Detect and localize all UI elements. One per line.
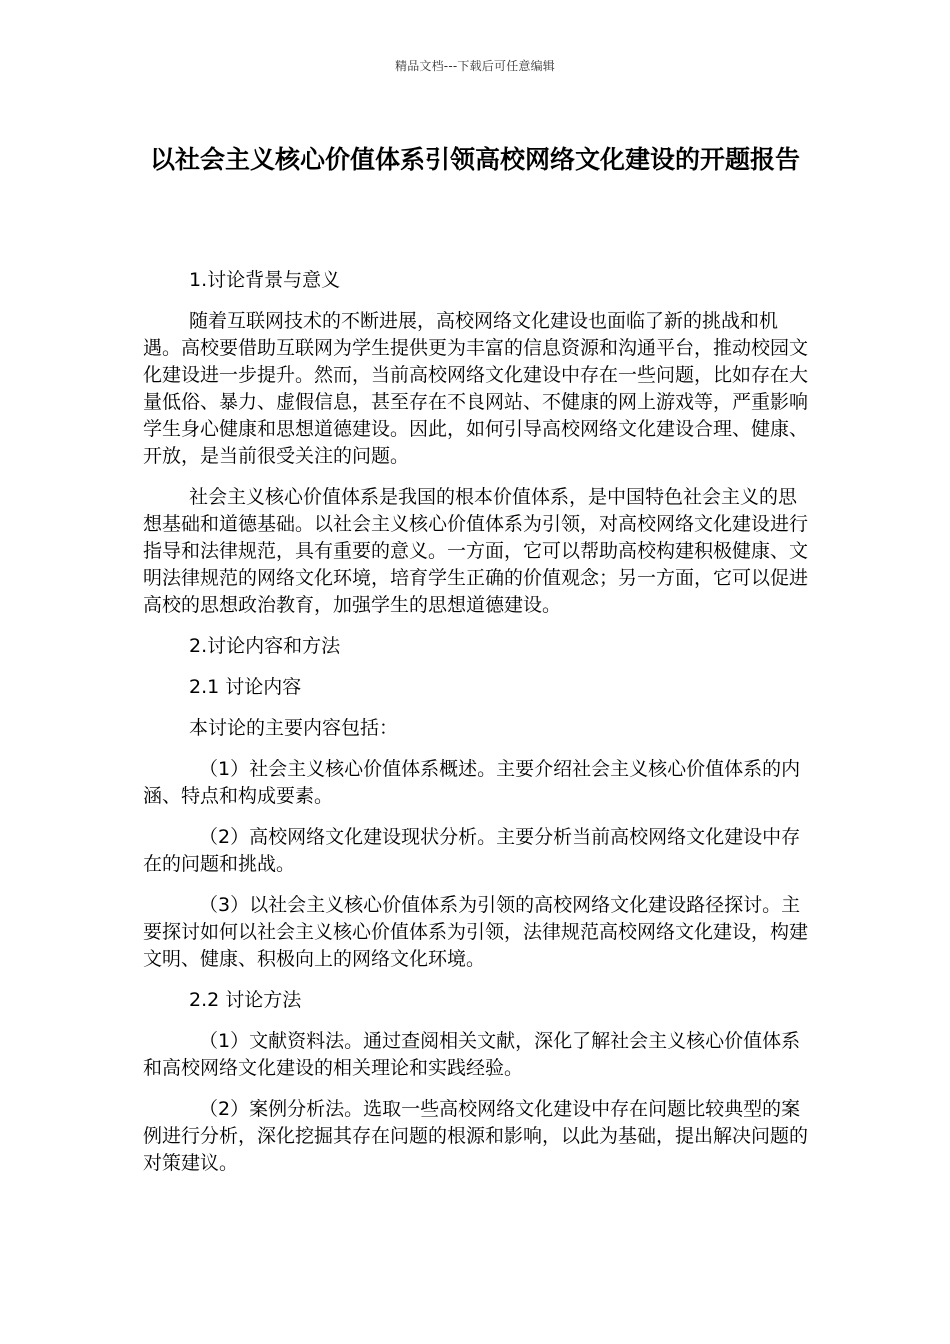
document-title: 以社会主义核心价值体系引领高校网络文化建设的开题报告 (149, 145, 800, 174)
content-intro: 本讨论的主要内容包括： (189, 717, 399, 739)
section-heading-background: 1.讨论背景与意义 (189, 269, 341, 291)
paragraph-core-values: 社会主义核心价值体系是我国的根本价值体系，是中国特色社会主义的思想基础和道德基础。以社会主义核心价值体系为引领，对高校网络文化建设进行指导和法律规范，具有重要的意义。一方面，它可以帮助高校构建积极健康、文明法律规范的网络文化环境，培育学生正确的价值观念；另一方面，它可以促进高校的思想政治教育，加强学生的思想道德建设。 (143, 486, 809, 616)
document-body (143, 267, 815, 1191)
content-item-2: （2）高校网络文化建设现状分析。主要分析当前高校网络文化建设中存在的问题和挑战。 (143, 826, 801, 875)
method-item-1: （1）文献资料法。通过查阅相关文献，深化了解社会主义核心价值体系和高校网络文化建设的相关理论和实践经验。 (143, 1030, 801, 1079)
content-item-3: （3）以社会主义核心价值体系为引领的高校网络文化建设路径探讨。主要探讨如何以社会主义核心价值体系为引领，法律规范高校网络文化建设，构建文明、健康、积极向上的网络文化环境。 (143, 894, 809, 970)
header-note: 精品文档---下载后可任意编辑 (395, 59, 555, 73)
method-item-2: （2）案例分析法。选取一些高校网络文化建设中存在问题比较典型的案例进行分析，深化挖掘其存在问题的根源和影响，以此为基础，提出解决问题的对策建议。 (143, 1098, 809, 1174)
subsection-heading-method: 2.2 讨论方法 (189, 989, 302, 1011)
content-item-1: （1）社会主义核心价值体系概述。主要介绍社会主义核心价值体系的内涵、特点和构成要素。 (143, 758, 801, 807)
paragraph-background: 随着互联网技术的不断进展，高校网络文化建设也面临了新的挑战和机遇。高校要借助互联网为学生提供更为丰富的信息资源和沟通平台，推动校园文化建设进一步提升。然而，当前高校网络文化建设中存在一些问题，比如存在大量低俗、暴力、虚假信息，甚至存在不良网站、不健康的网上游戏等，严重影响学生身心健康和思想道德建设。因此，如何引导高校网络文化建设合理、健康、开放，是当前很受关注的问题。 (143, 310, 809, 467)
subsection-heading-content: 2.1 讨论内容 (189, 676, 302, 698)
section-heading-content-method: 2.讨论内容和方法 (189, 635, 341, 657)
